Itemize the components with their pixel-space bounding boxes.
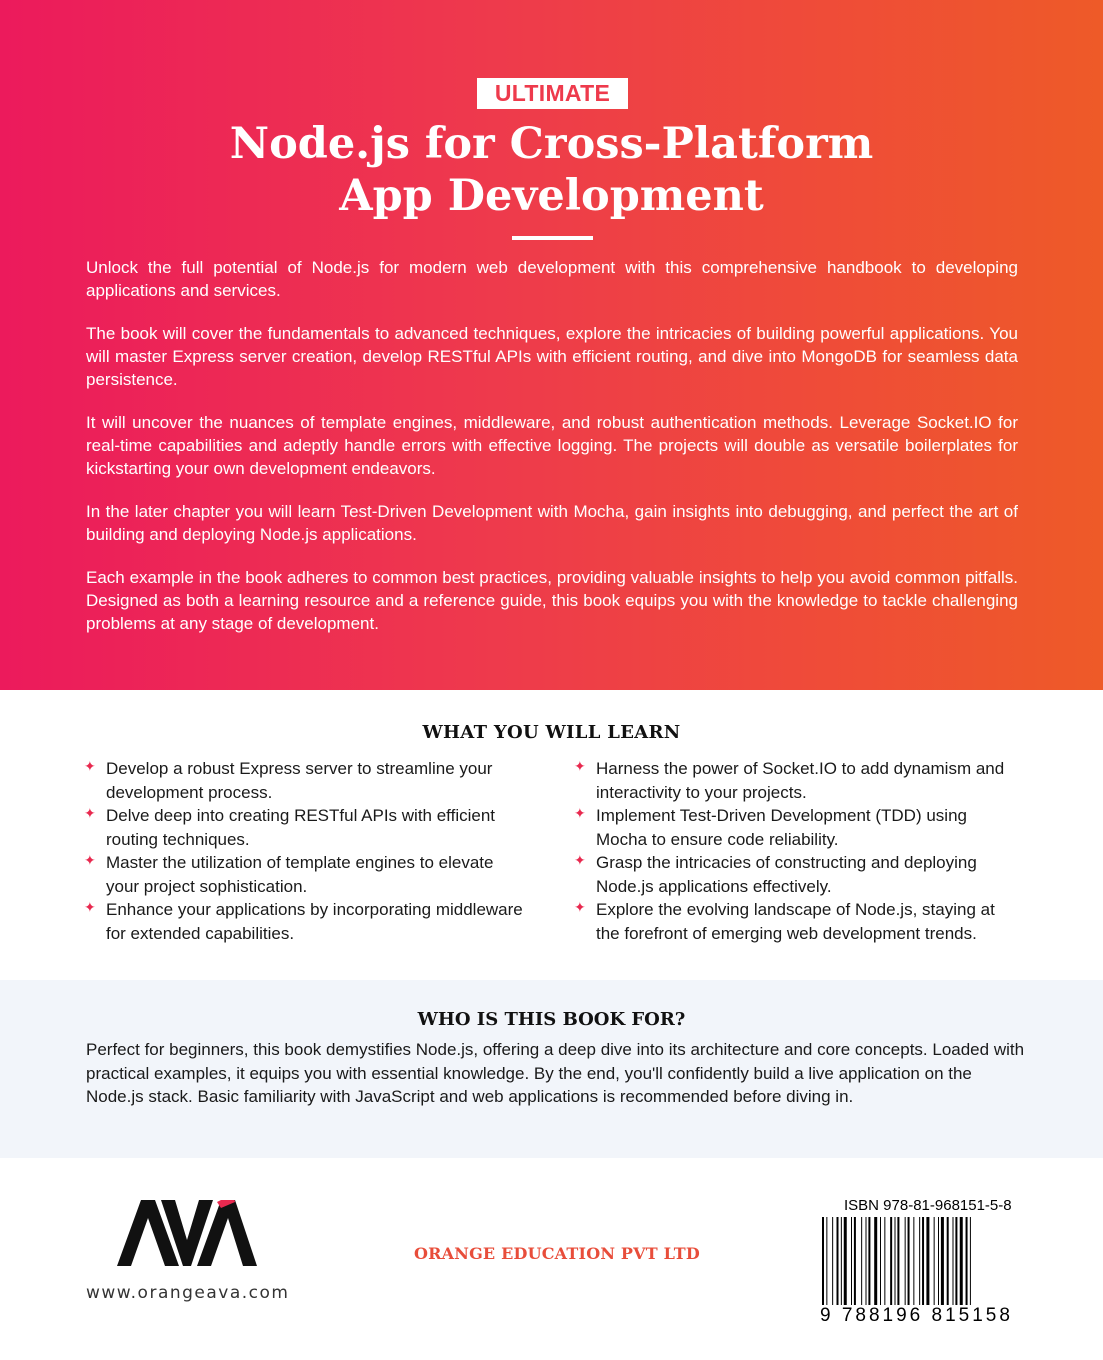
ava-logo: [117, 1200, 257, 1266]
barcode-bar: [890, 1217, 892, 1305]
barcode-bar: [955, 1217, 957, 1305]
barcode-bar: [947, 1217, 949, 1305]
learn-item: [574, 804, 1019, 851]
learn-list-right: [574, 757, 1019, 945]
learn-list-left: [84, 757, 529, 945]
barcode-icon: [820, 1217, 1010, 1307]
book-title-line-1: Node.js for Cross-Platform: [229, 119, 874, 169]
book-title: [0, 118, 1103, 222]
barcode-bar: [960, 1217, 963, 1305]
star-bullet-icon: ✦: [574, 758, 586, 774]
learn-item: [574, 851, 1019, 898]
learn-item-text: Enhance your applications by incorporating middleware for extended capabilities.: [106, 900, 523, 943]
barcode-bar: [966, 1217, 968, 1305]
barcode-bar: [844, 1217, 847, 1305]
barcode-bar: [922, 1217, 924, 1305]
series-badge: ULTIMATE: [477, 78, 628, 109]
barcode-bar: [926, 1217, 929, 1305]
barcode-bar: [895, 1217, 896, 1305]
learn-item: [84, 757, 529, 804]
barcode-number: 9 788196 815158: [820, 1305, 1013, 1326]
description: [86, 256, 1018, 655]
barcode-bar: [851, 1217, 852, 1305]
learn-item: [84, 898, 529, 945]
barcode-bar: [854, 1217, 856, 1305]
star-bullet-icon: ✦: [574, 899, 586, 915]
barcode-bar: [897, 1217, 899, 1305]
star-bullet-icon: ✦: [84, 899, 96, 915]
barcode-bar: [874, 1217, 877, 1305]
learn-item: [574, 898, 1019, 945]
isbn-barcode-block: [820, 1197, 1020, 1329]
learn-item: [84, 804, 529, 851]
barcode-bar: [861, 1217, 862, 1305]
barcode-bar: [837, 1217, 839, 1305]
isbn-label: ISBN 978-81-968151-5-8: [844, 1197, 1012, 1214]
star-bullet-icon: ✦: [84, 805, 96, 821]
barcode-bar: [841, 1217, 842, 1305]
learn-item-text: Grasp the intricacies of constructing and deploying Node.js applications effectively.: [596, 853, 977, 896]
learn-item-text: Master the utilization of template engines to elevate your project sophistication.: [106, 853, 494, 896]
audience-section: [0, 980, 1103, 1158]
star-bullet-icon: ✦: [574, 852, 586, 868]
barcode-bar: [919, 1217, 920, 1305]
book-title-line-2: App Development: [339, 171, 764, 221]
barcode-bar: [822, 1217, 824, 1305]
barcode-bar: [913, 1217, 914, 1305]
description-paragraph: It will uncover the nuances of template engines, middleware, and robust authentication methods. Leverage Socket.IO for real-time capabilities and adeptly handle errors with effective logging. The projects will double as versatile boilerplates for kickstarting your own development endeavors.: [86, 413, 1018, 478]
barcode-bar: [832, 1217, 833, 1305]
star-bullet-icon: ✦: [84, 758, 96, 774]
audience-heading: WHO IS THIS BOOK FOR?: [417, 1009, 686, 1030]
publisher-name: ORANGE EDUCATION PVT LTD: [414, 1244, 700, 1263]
barcode-bar: [884, 1217, 885, 1305]
star-bullet-icon: ✦: [574, 805, 586, 821]
learn-item-text: Develop a robust Express server to streamline your development process.: [106, 759, 493, 802]
learn-heading: WHAT YOU WILL LEARN: [422, 722, 681, 743]
title-divider: [512, 236, 593, 240]
barcode-bar: [826, 1217, 827, 1305]
learn-item-text: Harness the power of Socket.IO to add dynamism and interactivity to your projects.: [596, 759, 1005, 802]
barcode-bar: [970, 1217, 971, 1305]
learn-item: [84, 851, 529, 898]
learn-item-text: Explore the evolving landscape of Node.js, staying at the forefront of emerging web development trends.: [596, 900, 995, 943]
description-paragraph: In the later chapter you will learn Test-Driven Development with Mocha, gain insights into debugging, and perfect the art of building and deploying Node.js applications.: [86, 502, 1018, 544]
barcode-bar: [868, 1217, 870, 1305]
star-bullet-icon: ✦: [84, 852, 96, 868]
learn-item-text: Implement Test-Driven Development (TDD) using Mocha to ensure code reliability.: [596, 806, 967, 849]
learn-item-text: Delve deep into creating RESTful APIs with efficient routing techniques.: [106, 806, 495, 849]
barcode-bar: [908, 1217, 910, 1305]
audience-text: Perfect for beginners, this book demystifies Node.js, offering a deep dive into its architecture and core concepts. Loaded with practical examples, it equips you with essential knowledge. By the end, you'll confidently build a live application on the Node.js stack. Basic familiarity with JavaScript and web applications is recommended before diving in.: [86, 1040, 1025, 1106]
barcode-bar: [953, 1217, 954, 1305]
description-paragraph: The book will cover the fundamentals to advanced techniques, explore the intricacies of building powerful applications. You will master Express server creation, develop RESTful APIs with efficient routing, and dive into MongoDB for seamless data persistence.: [86, 324, 1018, 389]
barcode-bar: [905, 1217, 906, 1305]
description-paragraph: Unlock the full potential of Node.js for modern web development with this comprehensive handbook to developing applications and services.: [86, 258, 1018, 300]
barcode-bar: [880, 1217, 881, 1305]
barcode-bar: [938, 1217, 939, 1305]
description-paragraph: Each example in the book adheres to common best practices, providing valuable insights to help you avoid common pitfalls. Designed as both a learning resource and a reference guide, this book equips you with the knowledge to tackle challenging problems at any stage of development.: [86, 568, 1018, 633]
barcode-bar: [866, 1217, 867, 1305]
barcode-bar: [934, 1217, 935, 1305]
publisher-website: www.orangeava.com: [86, 1283, 290, 1303]
learn-item: [574, 757, 1019, 804]
barcode-bar: [941, 1217, 944, 1305]
